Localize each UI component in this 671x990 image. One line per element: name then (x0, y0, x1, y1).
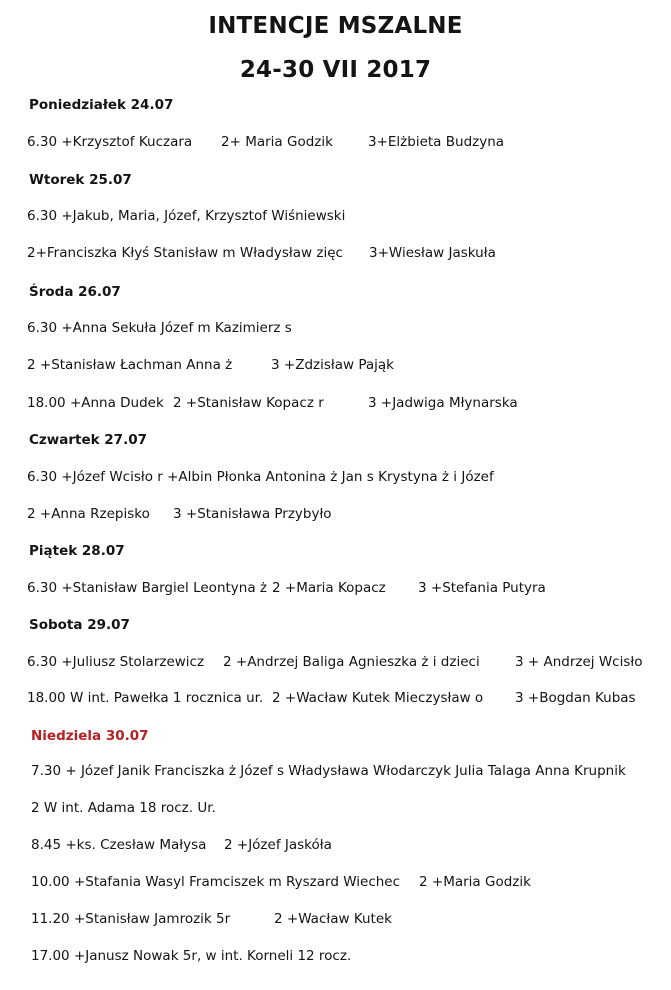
intention-second-mass: 2 +Wacław Kutek (274, 911, 392, 927)
intention-mass: 11.20 +Stanisław Jamrozik 5r (31, 911, 231, 927)
intention-second-mass: 2 +Wacław Kutek Mieczysław o (272, 690, 484, 706)
intention-evening-mass: 18.00 W int. Pawełka 1 rocznica ur. (27, 690, 264, 706)
intention-third-mass: 3 +Stefania Putyra (418, 580, 546, 596)
intention-third-mass: 3 + Andrzej Wcisło (515, 654, 643, 670)
intention-third-mass: 3 +Stanisława Przybyło (173, 506, 332, 522)
day-heading-sunday: Niedziela 30.07 (31, 728, 149, 744)
intention-third-mass: 3 +Jadwiga Młynarska (368, 395, 518, 411)
intention-mass: 10.00 +Stafania Wasyl Framciszek m Ryszard Wiechec (31, 874, 401, 890)
intention-third-mass: 3+Elżbieta Budzyna (368, 134, 505, 150)
intention-first-mass: 6.30 +Jakub, Maria, Józef, Krzysztof Wiśniewski (27, 208, 346, 224)
intention-second-mass: 2 W int. Adama 18 rocz. Ur. (31, 800, 216, 816)
intention-third-mass: 3 +Zdzisław Pająk (271, 357, 394, 373)
intention-second-mass: 2 +Maria Godzik (419, 874, 531, 890)
intention-second-mass: 2+ Maria Godzik (221, 134, 333, 150)
day-heading-tuesday: Wtorek 25.07 (29, 172, 132, 188)
intention-first-mass: 6.30 +Józef Wcisło r +Albin Płonka Antonina ż Jan s Krystyna ż i Józef (27, 469, 494, 485)
intention-second-mass: 2 +Maria Kopacz (272, 580, 386, 596)
intention-evening-mass: 18.00 +Anna Dudek (27, 395, 164, 411)
intention-third-mass: 3 +Bogdan Kubas (515, 690, 636, 706)
intention-second-mass: 2 +Anna Rzepisko (27, 506, 150, 522)
intention-evening-mass: 17.00 +Janusz Nowak 5r, w int. Korneli 12 rocz. (31, 948, 352, 964)
day-heading-monday: Poniedziałek 24.07 (29, 97, 174, 113)
day-heading-thursday: Czwartek 27.07 (29, 432, 147, 448)
day-heading-wednesday: Środa 26.07 (29, 284, 121, 300)
intention-first-mass: 7.30 + Józef Janik Franciszka ż Józef s Władysława Włodarczyk Julia Talaga Anna Krupnik (31, 763, 626, 779)
intention-mass: 8.45 +ks. Czesław Małysa (31, 837, 207, 853)
intention-first-mass: 6.30 +Krzysztof Kuczara (27, 134, 193, 150)
page-subtitle-date-range: 24-30 VII 2017 (239, 57, 432, 83)
intention-second-mass: 2 +Józef Jaskóła (224, 837, 332, 853)
day-heading-saturday: Sobota 29.07 (29, 617, 130, 633)
intention-first-mass: 6.30 +Stanisław Bargiel Leontyna ż (27, 580, 267, 596)
intention-second-mass: 2 +Andrzej Baliga Agnieszka ż i dzieci (223, 654, 480, 670)
day-heading-friday: Piątek 28.07 (29, 543, 125, 559)
intention-first-mass: 6.30 +Juliusz Stolarzewicz (27, 654, 205, 670)
intention-third-mass: 3+Wiesław Jaskuła (369, 245, 496, 261)
intention-second-mass: 2 +Stanisław Kopacz r (173, 395, 324, 411)
intention-second-mass: 2+Franciszka Kłyś Stanisław m Władysław zięc (27, 245, 343, 261)
page-title: INTENCJE MSZALNE (208, 13, 463, 39)
intention-second-mass: 2 +Stanisław Łachman Anna ż (27, 357, 233, 373)
intention-first-mass: 6.30 +Anna Sekuła Józef m Kazimierz s (27, 320, 292, 336)
